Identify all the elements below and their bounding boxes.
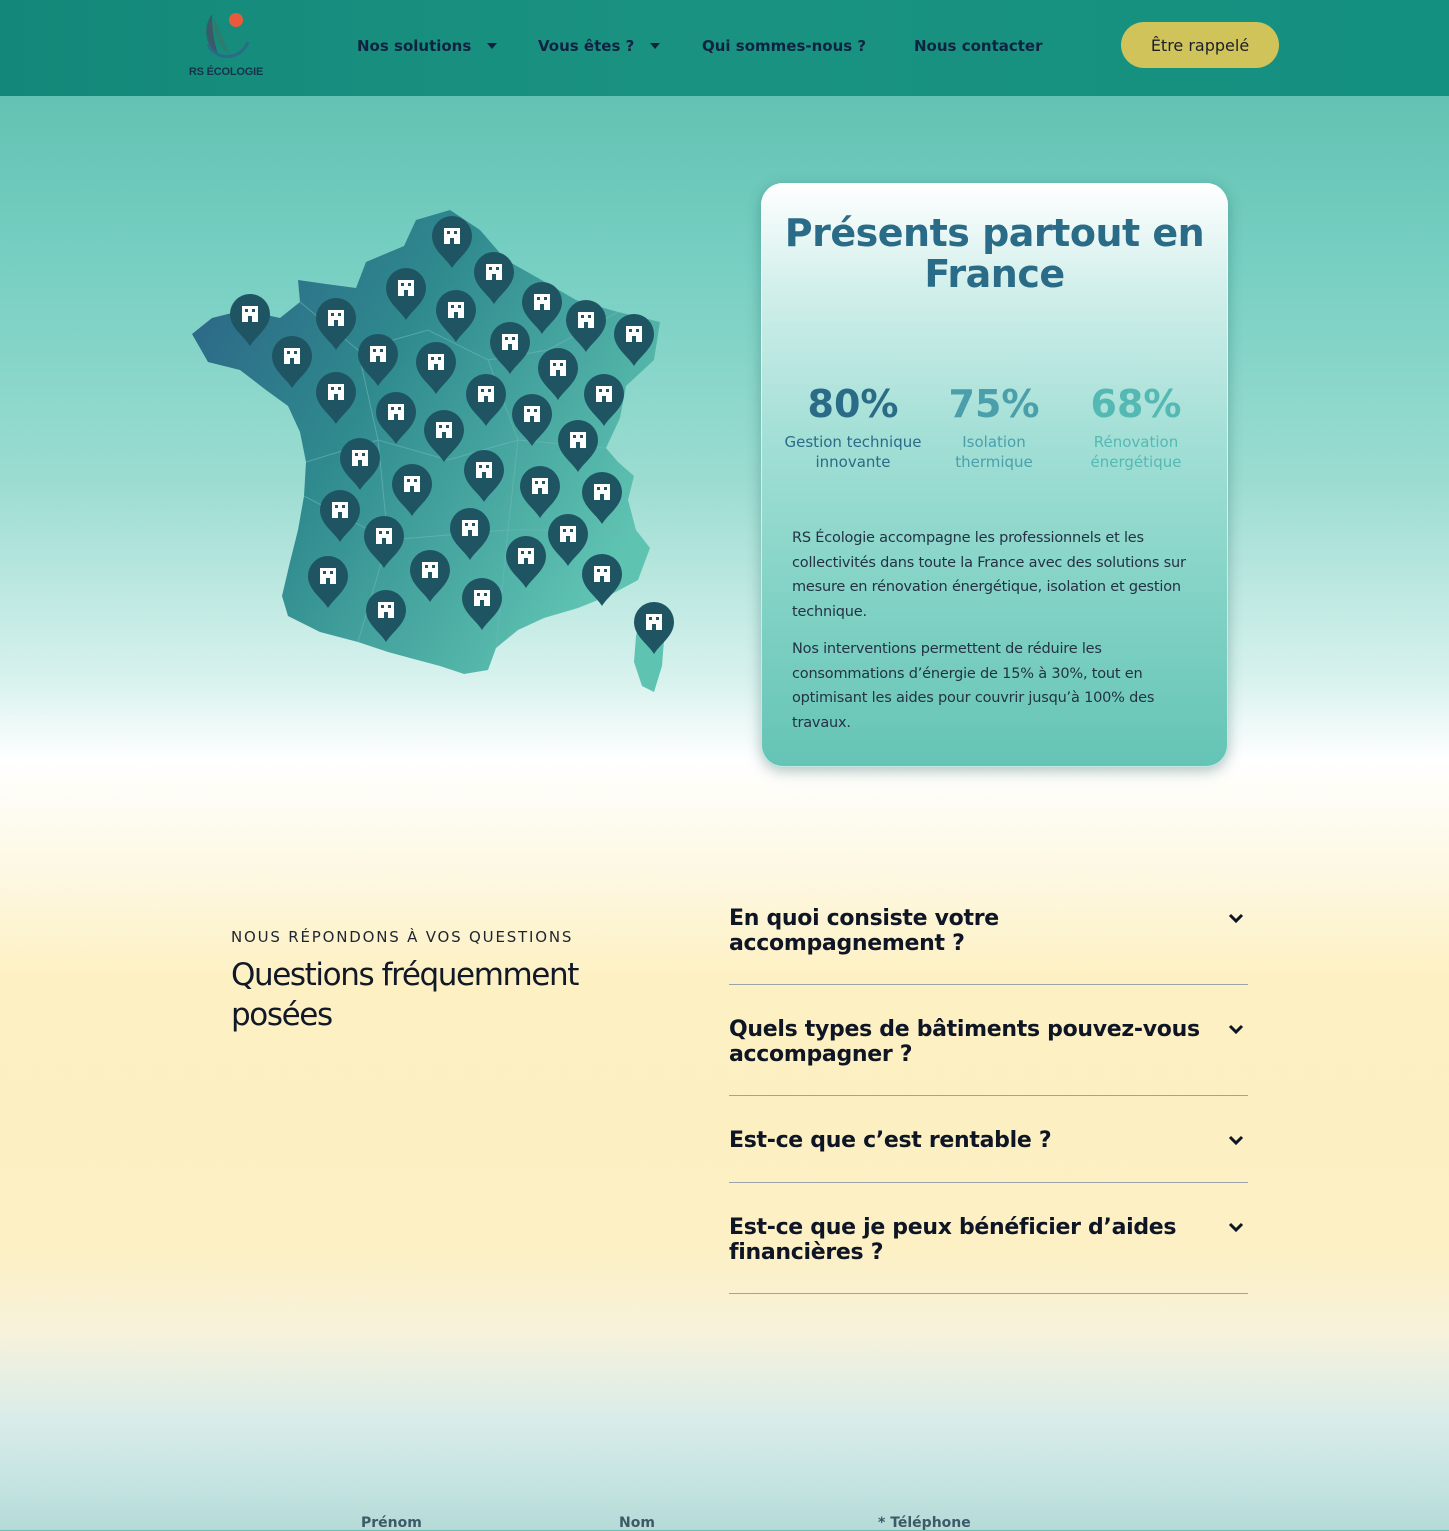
stat-value: 75% xyxy=(948,382,1040,426)
logo-text: RS ÉCOLOGIE xyxy=(188,66,264,78)
faq-item[interactable] xyxy=(729,900,1248,985)
nav-label: Qui sommes-nous ? xyxy=(702,37,867,55)
stat-gestion xyxy=(783,383,923,472)
nav-label: Vous êtes ? xyxy=(538,37,635,55)
nav-item-solutions[interactable] xyxy=(357,34,497,58)
faq-item[interactable] xyxy=(729,1122,1248,1183)
stat-label: Isolation thermique xyxy=(955,433,1033,471)
faq-question: Quels types de bâtiments pouvez-vous accompagner ? xyxy=(729,1017,1200,1067)
presence-card xyxy=(761,183,1228,767)
nav-item-vous-etes[interactable] xyxy=(538,34,660,58)
last-name-label: Nom xyxy=(619,1515,655,1531)
stat-label: Gestion technique innovante xyxy=(784,433,922,471)
site-header xyxy=(0,0,1449,96)
phone-label: * Téléphone xyxy=(878,1515,971,1531)
stat-isolation xyxy=(924,383,1064,472)
nav-item-contact[interactable] xyxy=(914,34,1043,58)
stat-label: Rénovation énergétique xyxy=(1090,433,1182,471)
logo[interactable] xyxy=(186,8,266,82)
france-map-icon xyxy=(188,200,688,700)
faq-question: Est-ce que c’est rentable ? xyxy=(729,1128,1052,1153)
france-map xyxy=(188,200,688,700)
faq-question: En quoi consiste votre accompagnement ? xyxy=(729,906,999,956)
stat-value: 80% xyxy=(807,382,899,426)
first-name-label: Prénom xyxy=(361,1515,422,1531)
chevron-down-icon xyxy=(1228,1222,1244,1232)
card-paragraph: Nos interventions permettent de réduire les consommations d’énergie de 15% à 30%, tout en optimisant les aides pour couvrir jusqu’à 100% des travaux. xyxy=(792,641,1155,731)
nav-label: Nos solutions xyxy=(357,37,472,55)
card-title: Présents partout en France xyxy=(784,211,1205,296)
stat-renovation xyxy=(1066,383,1206,472)
faq-title: Questions fréquemment posées xyxy=(231,957,578,1033)
card-paragraph: RS Écologie accompagne les professionnels et les collectivités dans toute la France avec des solutions sur mesure en rénovation énergétique, isolation et gestion technique. xyxy=(792,530,1186,620)
stat-value: 68% xyxy=(1090,382,1182,426)
chevron-down-icon xyxy=(650,43,660,49)
chevron-down-icon xyxy=(487,43,497,49)
chevron-down-icon xyxy=(1228,1024,1244,1034)
faq-item[interactable] xyxy=(729,1209,1248,1294)
callback-button[interactable]: Être rappelé xyxy=(1121,22,1279,68)
faq-kicker: NOUS RÉPONDONS À VOS QUESTIONS xyxy=(231,928,574,946)
nav-item-qui-sommes-nous[interactable] xyxy=(702,34,866,58)
chevron-down-icon xyxy=(1228,913,1244,923)
faq-question: Est-ce que je peux bénéficier d’aides financières ? xyxy=(729,1215,1177,1265)
nav-label: Nous contacter xyxy=(914,37,1043,55)
faq-item[interactable] xyxy=(729,1011,1248,1096)
leaf-logo-icon xyxy=(198,8,254,64)
chevron-down-icon xyxy=(1228,1135,1244,1145)
